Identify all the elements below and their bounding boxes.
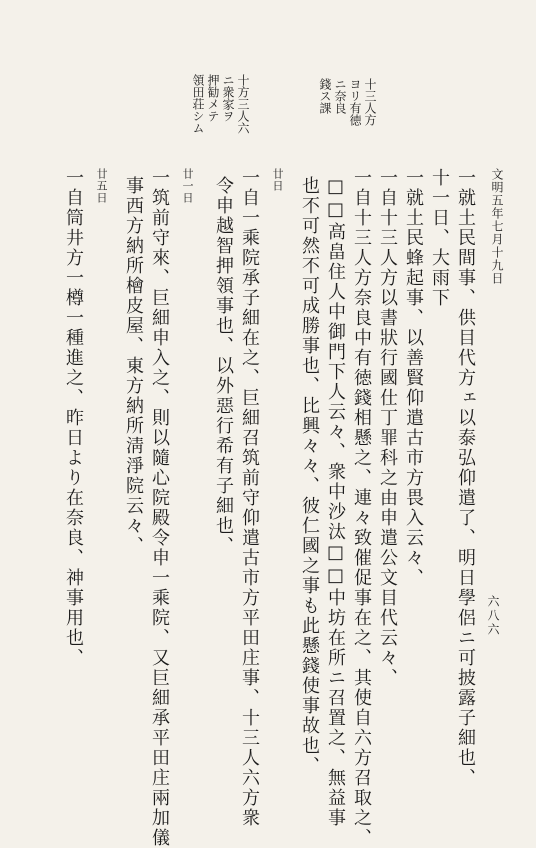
text-line: 一自筒井方一樽一種進之、昨日より在奈良、神事用也、 [63,168,84,668]
text-line: 一就土民間事、供目代方ェ以泰弘仰遣了、明日學侶ニ可披露子細也、 [455,168,476,788]
text-line: □□高畠住人中御門下人云々、衆中沙汰□□中坊在所ニ召置之、無益事 [325,176,346,828]
text-line: 一自十三人方以書狀行國仕丁罪科之由申遣公文目代云々、 [377,168,398,688]
page-number: 六八六 [486,595,500,637]
page-header: 文明五年七月十九日 [490,168,504,285]
text-line: 也不可然不可成勝事也、比興々々、彼仁國之事も此懸錢使事故也、 [299,176,320,776]
text-line: 一自一乘院承子細在之、巨細召筑前守仰遣古市方平田庄事、十三人六方衆 [239,168,260,828]
date-heading: 廿一日 [181,168,194,204]
margin-note: 十三人方 [363,78,377,126]
text-line: 一筑前守來、巨細申入之、則以隨心院殿令申一乘院、又巨細承平田庄兩加儀 [149,168,170,848]
text-line: 一自十三人方奈良中有徳錢相懸之、連々致催促事在之、其使自六方召取之、 [351,168,372,848]
margin-note: 領田荘シム [191,74,205,134]
text-line: 令申越智押領事也、以外惡行希有子細也、 [213,176,234,556]
margin-note: ヨリ有徳 [348,78,362,126]
date-heading: 廿日 [271,168,284,192]
margin-note: ニ奈良 [333,78,347,114]
text-line: 事西方納所檜皮屋、東方納所淸淨院云々、 [123,176,144,556]
date-heading: 廿五日 [95,168,108,204]
text-line: 十一日、大雨下 [429,168,450,308]
margin-note: ニ衆家ヲ [221,74,235,122]
margin-note: 錢ス課 [318,78,332,114]
text-line: 一就土民蜂起事、以善賢仰遣古市方畏入云々、 [403,168,424,588]
margin-note: 十方三人六 [236,74,250,134]
margin-note: 押勧メテ [206,74,220,122]
